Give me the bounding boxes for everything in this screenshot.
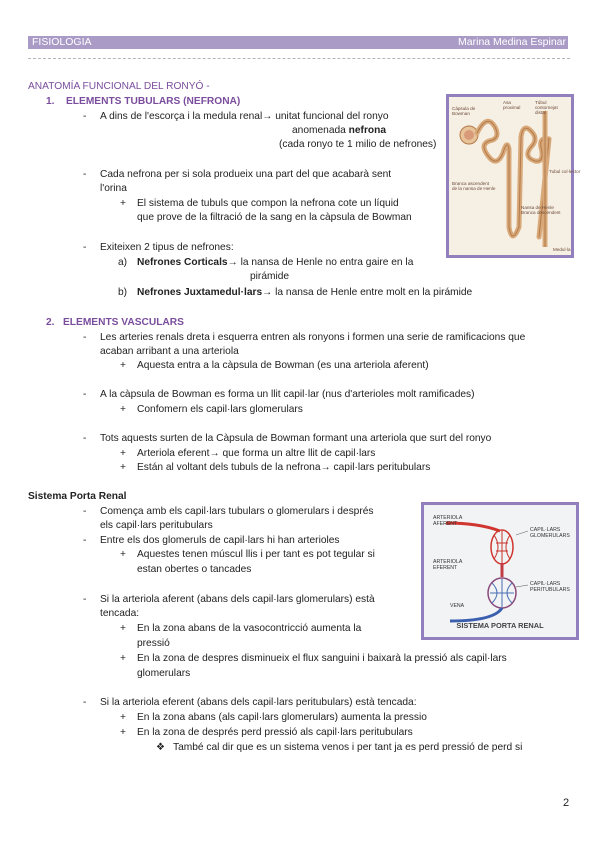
fig1-label: Branca descendent: [521, 210, 561, 215]
fig1-label: de la nansa de Henle: [452, 186, 496, 191]
dash-bullet: -: [83, 242, 87, 253]
dash-bullet: -: [83, 111, 87, 122]
fig1-label: Tubul col·lector: [549, 169, 581, 174]
dash-bullet: -: [83, 433, 87, 444]
s1-b2-sub-line2: que prove de la filtració de la sang en la càpsula de Bowman: [137, 212, 412, 223]
s1-b2-sub-line1: El sistema de tubuls que compon la nefrona cote un líquid: [137, 198, 399, 209]
s2-b3-sub2: Están al voltant dels tubuls de la nefrona→ capil·lars peritubulars: [137, 462, 431, 473]
s3-b3-sub2-line2: glomerulars: [137, 668, 191, 679]
fig1-label: Càpsula de: [452, 106, 476, 111]
s2-title: ELEMENTS VASCULARS: [63, 317, 184, 328]
s1-title: ELEMENTS TUBULARS (NEFRONA): [66, 96, 241, 107]
s3-b2-sub-line2: estan obertes o tancades: [137, 564, 252, 575]
s3-b3-sub2-line1: En la zona de despres disminueix el flux sanguini i baixarà la pressió als capil·lars: [137, 653, 507, 664]
fig2-caption: SISTEMA PORTA RENAL: [456, 621, 544, 630]
s3-b3-sub1-line1: En la zona abans de la vasocontricció aumenta la: [137, 623, 362, 634]
s1-b1-line1: A dins de l'escorça i la medula renal→ unitat funcional del ronyo: [100, 111, 389, 122]
fig1-label: contornejat: [535, 105, 558, 110]
s3-title: Sistema Porta Renal: [28, 491, 127, 502]
nephron-figure: [446, 94, 581, 258]
fig1-label: Túbul: [535, 100, 547, 105]
fig1-label: Medul·la: [553, 247, 571, 252]
fig1-label: proximal: [503, 105, 521, 110]
s1-b3: Exiteixen 2 tipus de nefrones:: [100, 242, 234, 253]
s2-b3: Tots aquests surten de la Càpsula de Bowman formant una arteriola que surt del ronyo: [100, 433, 492, 444]
fig1-label: Bowman: [452, 111, 470, 116]
page-header: [28, 36, 568, 49]
dash-bullet: -: [83, 389, 87, 400]
item-b-bold: Nefrones Juxtamedul·lars: [137, 287, 263, 298]
header-subject: FISIOLOGIA: [32, 36, 92, 48]
fig2-peri-label: CAPIL·LARS: [530, 581, 561, 587]
dash-bullet: -: [83, 169, 87, 180]
fig2-aferent-label: AFERENT: [433, 521, 458, 527]
fig2-peri-label: PERITUBULARS: [530, 587, 570, 593]
fig1-label: Nansa de Henle: [521, 205, 554, 210]
s3-b4-sub2: En la zona de després perd pressió als capil·lars peritubulars: [137, 727, 413, 738]
s2-b1-line1: Les arteries renals dreta i esquerra entren als ronyons i formen una serie de ramificacions que: [100, 332, 526, 343]
s2-b3-sub1: Arteriola eferent→ que forma un altre llit de capil·lars: [137, 448, 376, 459]
s1-number: 1.: [46, 96, 55, 107]
s3-b1-line1: Comença amb els capil·lars tubulars o glomerulars i després: [100, 506, 374, 517]
fig2-aferent-label: ARTERIOLA: [433, 515, 463, 521]
portal-system-figure: [421, 502, 579, 640]
fig2-glom-label: GLOMERULARS: [530, 533, 570, 539]
plus-bullet: +: [120, 404, 126, 415]
fig2-vena-label: VENA: [450, 603, 465, 609]
s3-b1-line2: els capil·lars peritubulars: [100, 520, 213, 531]
s2-b2-sub: Confomern els capil·lars glomerulars: [137, 404, 303, 415]
page-number: 2: [563, 797, 570, 809]
s2-b2: A la càpsula de Bowman es forma un llit capil·lar (nus d'arterioles molt ramificades): [100, 389, 475, 400]
nephron-illustration: [449, 97, 571, 255]
plus-bullet: +: [120, 653, 126, 664]
dash-bullet: -: [83, 594, 87, 605]
dash-bullet: -: [83, 506, 87, 517]
fig2-eferent-label: ARTERIOLA: [433, 559, 463, 565]
s2-number: 2.: [46, 317, 55, 328]
fig1-label: Asa: [503, 100, 511, 105]
s1-b1-line3: (cada ronyo te 1 milio de nefrones): [279, 139, 437, 150]
plus-bullet: +: [120, 448, 126, 459]
section-title: ANATOMÍA FUNCIONAL DEL RONYÓ -: [28, 81, 210, 92]
plus-bullet: +: [120, 623, 126, 634]
s1-b1-line2: [292, 124, 386, 138]
item-b-text: → la nansa de Henle entre molt en la pirámide: [262, 287, 473, 298]
header-author: Marina Medina Espinar: [458, 36, 566, 48]
list-label-b: b): [118, 287, 128, 298]
header-divider: [28, 58, 570, 59]
dash-bullet: -: [83, 332, 87, 343]
fig1-label: Branca ascendent: [452, 181, 490, 186]
s3-b3-sub1-line2: pressió: [137, 638, 170, 649]
s2-b1-sub: Aquesta entra a la càpsula de Bowman (es una arteriola aferent): [137, 360, 429, 371]
s3-b4: Si la arteriola eferent (abans dels capil·lars peritubulars) està tencada:: [100, 697, 417, 708]
dash-bullet: -: [83, 535, 87, 546]
fig2-glom-label: CAPIL·LARS: [530, 527, 561, 533]
s1-b1-text: anomenada: [292, 125, 349, 136]
plus-bullet: +: [120, 198, 126, 209]
s2-b1-line2: acaban arribant a una arteriola: [100, 346, 239, 357]
plus-bullet: +: [120, 360, 126, 371]
s3-b3-line2: tencada:: [100, 608, 140, 619]
s3-b2: Entre els dos glomeruls de capil·lars hi han arterioles: [100, 535, 340, 546]
fig2-eferent-label: EFERENT: [433, 565, 458, 571]
dash-bullet: -: [83, 697, 87, 708]
plus-bullet: +: [120, 549, 126, 560]
s3-b2-sub-line1: Aquestes tenen múscul llis i per tant es pot tegular si: [137, 549, 375, 560]
item-a-text: → la nansa de Henle no entra gaire en la: [227, 257, 414, 268]
s3-b4-sub1: En la zona abans (als capil·lars glomerulars) aumenta la pressio: [137, 712, 427, 723]
s3-b3-line1: Si la arteriola aferent (abans dels capil·lars glomerulars) està: [100, 594, 375, 605]
s1-item-a: [137, 256, 413, 270]
s1-item-b: [137, 286, 472, 300]
s1-b1-bold: nefrona: [348, 125, 387, 136]
s3-b4-sub2-detail: També cal dir que es un sistema venos i per tant ja es perd pressió de perd si: [173, 742, 523, 753]
list-label-a: a): [118, 257, 128, 268]
item-a-bold: Nefrones Corticals: [137, 257, 228, 268]
plus-bullet: +: [120, 712, 126, 723]
s1-item-a-cont: pirámide: [250, 271, 290, 282]
s1-b2-line1: Cada nefrona per si sola produeix una part del que acabarà sent: [100, 169, 392, 180]
plus-bullet: +: [120, 727, 126, 738]
diamond-bullet: ❖: [156, 742, 166, 753]
plus-bullet: +: [120, 462, 126, 473]
s1-b2-line2: l'orina: [100, 183, 127, 194]
fig1-label: distal: [535, 110, 546, 115]
